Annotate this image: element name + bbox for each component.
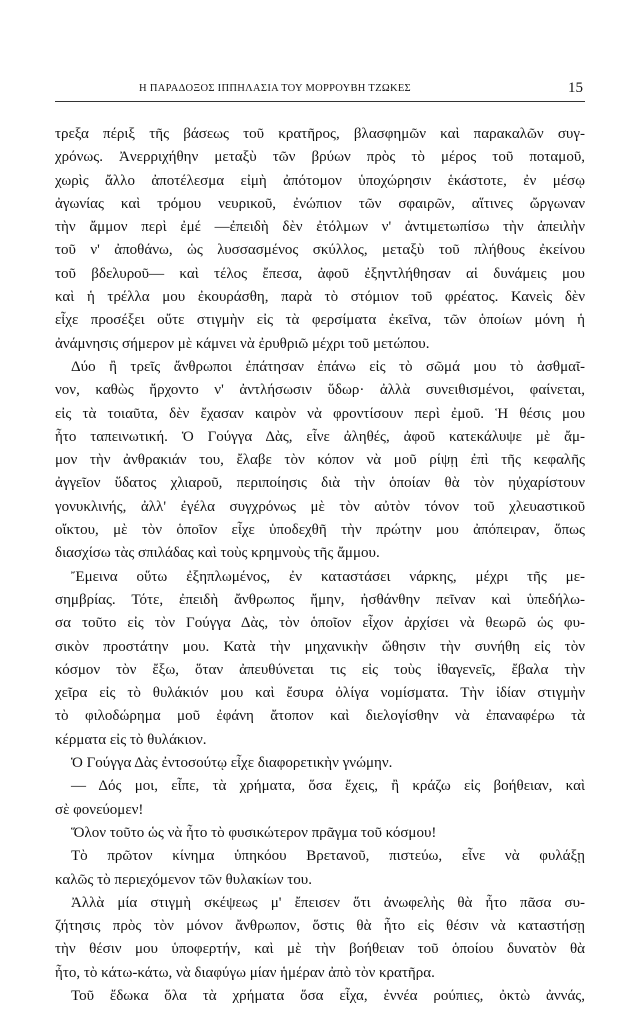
text-line: Τοῦ ἔδωκα ὅλα τὰ χρήματα ὅσα εἶχα, ἐννέα ρούπιες, ὀκτὼ ἀννάς, bbox=[71, 987, 585, 1004]
text-line: μον τὴν ἀνθρακιάν του, ἔλαβε τὸν κόπον νὰ μοῦ ρίψῃ ἐπὶ τῆς κεφαλῆς bbox=[55, 452, 585, 469]
header-rule bbox=[55, 101, 585, 102]
text-line: διασχίσω τὰς σπιλάδας καὶ τοὺς κρημνοὺς τῆς ἄμμου. bbox=[55, 545, 380, 562]
text-line: σικὸν προστάτην μου. Κατὰ τὴν μηχανικὴν ὤθησιν τὴν συνήθη εἰς τὸν bbox=[55, 638, 585, 655]
text-line: Ὅλον τοῦτο ὡς νὰ ἦτο τὸ φυσικώτερον πρᾶγμα τοῦ κόσμου! bbox=[71, 824, 437, 841]
text-line: Ἀλλὰ μία στιγμὴ σκέψεως μ' ἔπεισεν ὅτι ἀνωφελὴς θὰ ἦτο πᾶσα συ- bbox=[71, 894, 585, 911]
text-line: χεῖρα εἰς τὸ θυλάκιόν μου καὶ ἔσυρα ὀλίγα νομίσματα. Τὴν ἰδίαν στιγμὴν bbox=[55, 685, 585, 702]
text-line: τὴν ἄμμον περὶ ἐμέ —ἐπειδὴ δὲν ἐτόλμων ν' ἀντιμετωπίσω τὴν ἀπειλὴν bbox=[55, 219, 585, 236]
text-line: οἴκτου, μὲ τὸν ὁποῖον εἶχε ὑποδεχθῆ τὴν πρώτην μου ἀπόπειραν, ὅπως bbox=[55, 522, 585, 539]
text-line: τὸ φιλοδώρημα μοῦ ἐφάνη ἄτοπον καὶ διελογίσθην νὰ ἐπαναφέρω τὰ bbox=[55, 708, 585, 725]
text-line: Ὁ Γούγγα Δὰς ἐντοσούτῳ εἶχε διαφορετικὴν γνώμην. bbox=[71, 755, 393, 772]
text-line: εἰς τὰ τοιαῦτα, δὲν ἔχασαν καιρὸν νὰ φροντίσουν περὶ ἐμοῦ. Ἡ θέσις μου bbox=[55, 405, 585, 422]
running-header bbox=[55, 80, 585, 100]
text-line: ἀνάμνησις σήμερον μὲ κάμνει νὰ ἐρυθριῶ μέχρι τοῦ μετώπου. bbox=[55, 335, 430, 352]
text-line: ἦτο, τὸ κάτω-κάτω, νὰ διαφύγω μίαν ἡμέραν ἀπὸ τὸν κρατῆρα. bbox=[55, 964, 435, 981]
text-line: καλῶς τὸ περιεχόμενον τῶν θυλακίων του. bbox=[55, 871, 312, 888]
text-line: ζήτησις πρὸς τὸν μόνον ἄνθρωπον, ὅστις θὰ ἦτο εἰς θέσιν νὰ καταστήσῃ bbox=[55, 918, 585, 935]
text-line: ἀγγεῖον ὕδατος χλιαροῦ, περιποίησις διὰ τὴν ὁποίαν θὰ τὸν ηὐχαρίστουν bbox=[55, 475, 585, 492]
text-line: — Δός μοι, εἶπε, τὰ χρήματα, ὅσα ἔχεις, ἢ κράζω εἰς βοήθειαν, καὶ bbox=[71, 778, 585, 795]
text-line: νον, καθὼς ἤρχοντο ν' ἀντλήσωσιν ὕδωρ· ἀλλὰ συνειθισμένοι, φαίνεται, bbox=[55, 382, 585, 399]
book-page bbox=[55, 0, 585, 1024]
text-line: ἀγωνίας καὶ τρόμου νευρικοῦ, ἐνώπιον τῶν σφαιρῶν, αἵτινες ὤργωναν bbox=[55, 195, 585, 212]
text-line: καὶ ἡ τρέλλα μου ἐκουράσθη, παρὰ τὸ στόμιον τοῦ φρέατος. Κανεὶς δὲν bbox=[55, 289, 585, 306]
text-line: τὴν θέσιν μου ὑποφερτήν, καὶ μὲ τὴν βοήθειαν τοῦ ὁποίου δυνατὸν θὰ bbox=[55, 941, 585, 958]
text-line: σα τοῦτο εἰς τὸν Γούγγα Δὰς, τὸν ὁποῖον εἶχον ἀρχίσει νὰ θεωρῶ ὡς φυ- bbox=[55, 615, 585, 632]
text-line: χωρὶς ἄλλο ἀποτέλεσμα εἰμὴ ἀπότομον ὑποχώρησιν ἑκάστοτε, ἐν μέσῳ bbox=[55, 172, 585, 189]
text-line: εἶχε προσέξει οὔτε στιγμὴν εἰς τὰ φερσίματα ἐκεῖνα, τῶν ὁποίων μόνη ἡ bbox=[55, 312, 585, 329]
text-line: χρόνως. Ἀνερριχήθην μεταξὺ τῶν βρύων πρὸς τὸ μέρος τοῦ ποταμοῦ, bbox=[55, 149, 585, 166]
text-line: Ἔμεινα οὕτω ἐξηπλωμένος, ἐν καταστάσει νάρκης, μέχρι τῆς με- bbox=[71, 568, 585, 585]
text-line: σὲ φονεύομεν! bbox=[55, 801, 144, 818]
text-line: τοῦ βδελυροῦ— καὶ τέλος ἔπεσα, ἀφοῦ ἐξηντλήθησαν αἱ δυνάμεις μου bbox=[55, 265, 585, 282]
text-line: γονυκλινής, ἀλλ' ἐγέλα συγχρόνως μὲ τὸν αὐτὸν τόνον τοῦ χλευαστικοῦ bbox=[55, 498, 585, 515]
text-line: Τὸ πρῶτον κίνημα ὑπηκόου Βρετανοῦ, πιστεύω, εἶνε νὰ φυλάξῃ bbox=[71, 848, 585, 865]
text-line: ἦτο ταπεινωτική. Ὁ Γούγγα Δὰς, εἶνε ἀληθές, ἀφοῦ κατεκάλυψε μὲ ἄμ- bbox=[55, 428, 585, 445]
page-number: 15 bbox=[568, 80, 583, 96]
text-line: κόσμον τὸν ἔξω, ὅταν ἀπευθύνεται τις εἰς τοὺς ἰθαγενεῖς, ἔβαλα τὴν bbox=[55, 661, 585, 678]
text-line: τοῦ ν' ἀποθάνω, ὡς λυσσασμένος σκύλλος, μεταξὺ τοῦ πλήθους ἐκείνου bbox=[55, 242, 585, 259]
text-line: κέρματα εἰς τὸ θυλάκιον. bbox=[55, 731, 207, 748]
running-title: Η ΠΑΡΑΔΟΞΟΣ ΙΠΠΗΛΑΣΙΑ ΤΟΥ ΜΟΡΡΟΥΒΗ ΤΖΩΚΕΣ bbox=[139, 83, 411, 94]
text-line: τρεξα πέριξ τῆς βάσεως τοῦ κρατῆρος, βλασφημῶν καὶ παρακαλῶν συγ- bbox=[55, 126, 585, 142]
text-line: Δύο ἢ τρεῖς ἄνθρωποι ἐπάτησαν ἐπάνω εἰς τὸ σῶμά μου τὸ ἀσθμαῖ- bbox=[71, 358, 585, 375]
text-line: σημβρίας. Τότε, ἐπειδὴ ἄνθρωπος ἤμην, ἠσθάνθην πεῖναν καὶ ὑπεδήλω- bbox=[55, 591, 585, 608]
body-text bbox=[55, 123, 585, 1008]
